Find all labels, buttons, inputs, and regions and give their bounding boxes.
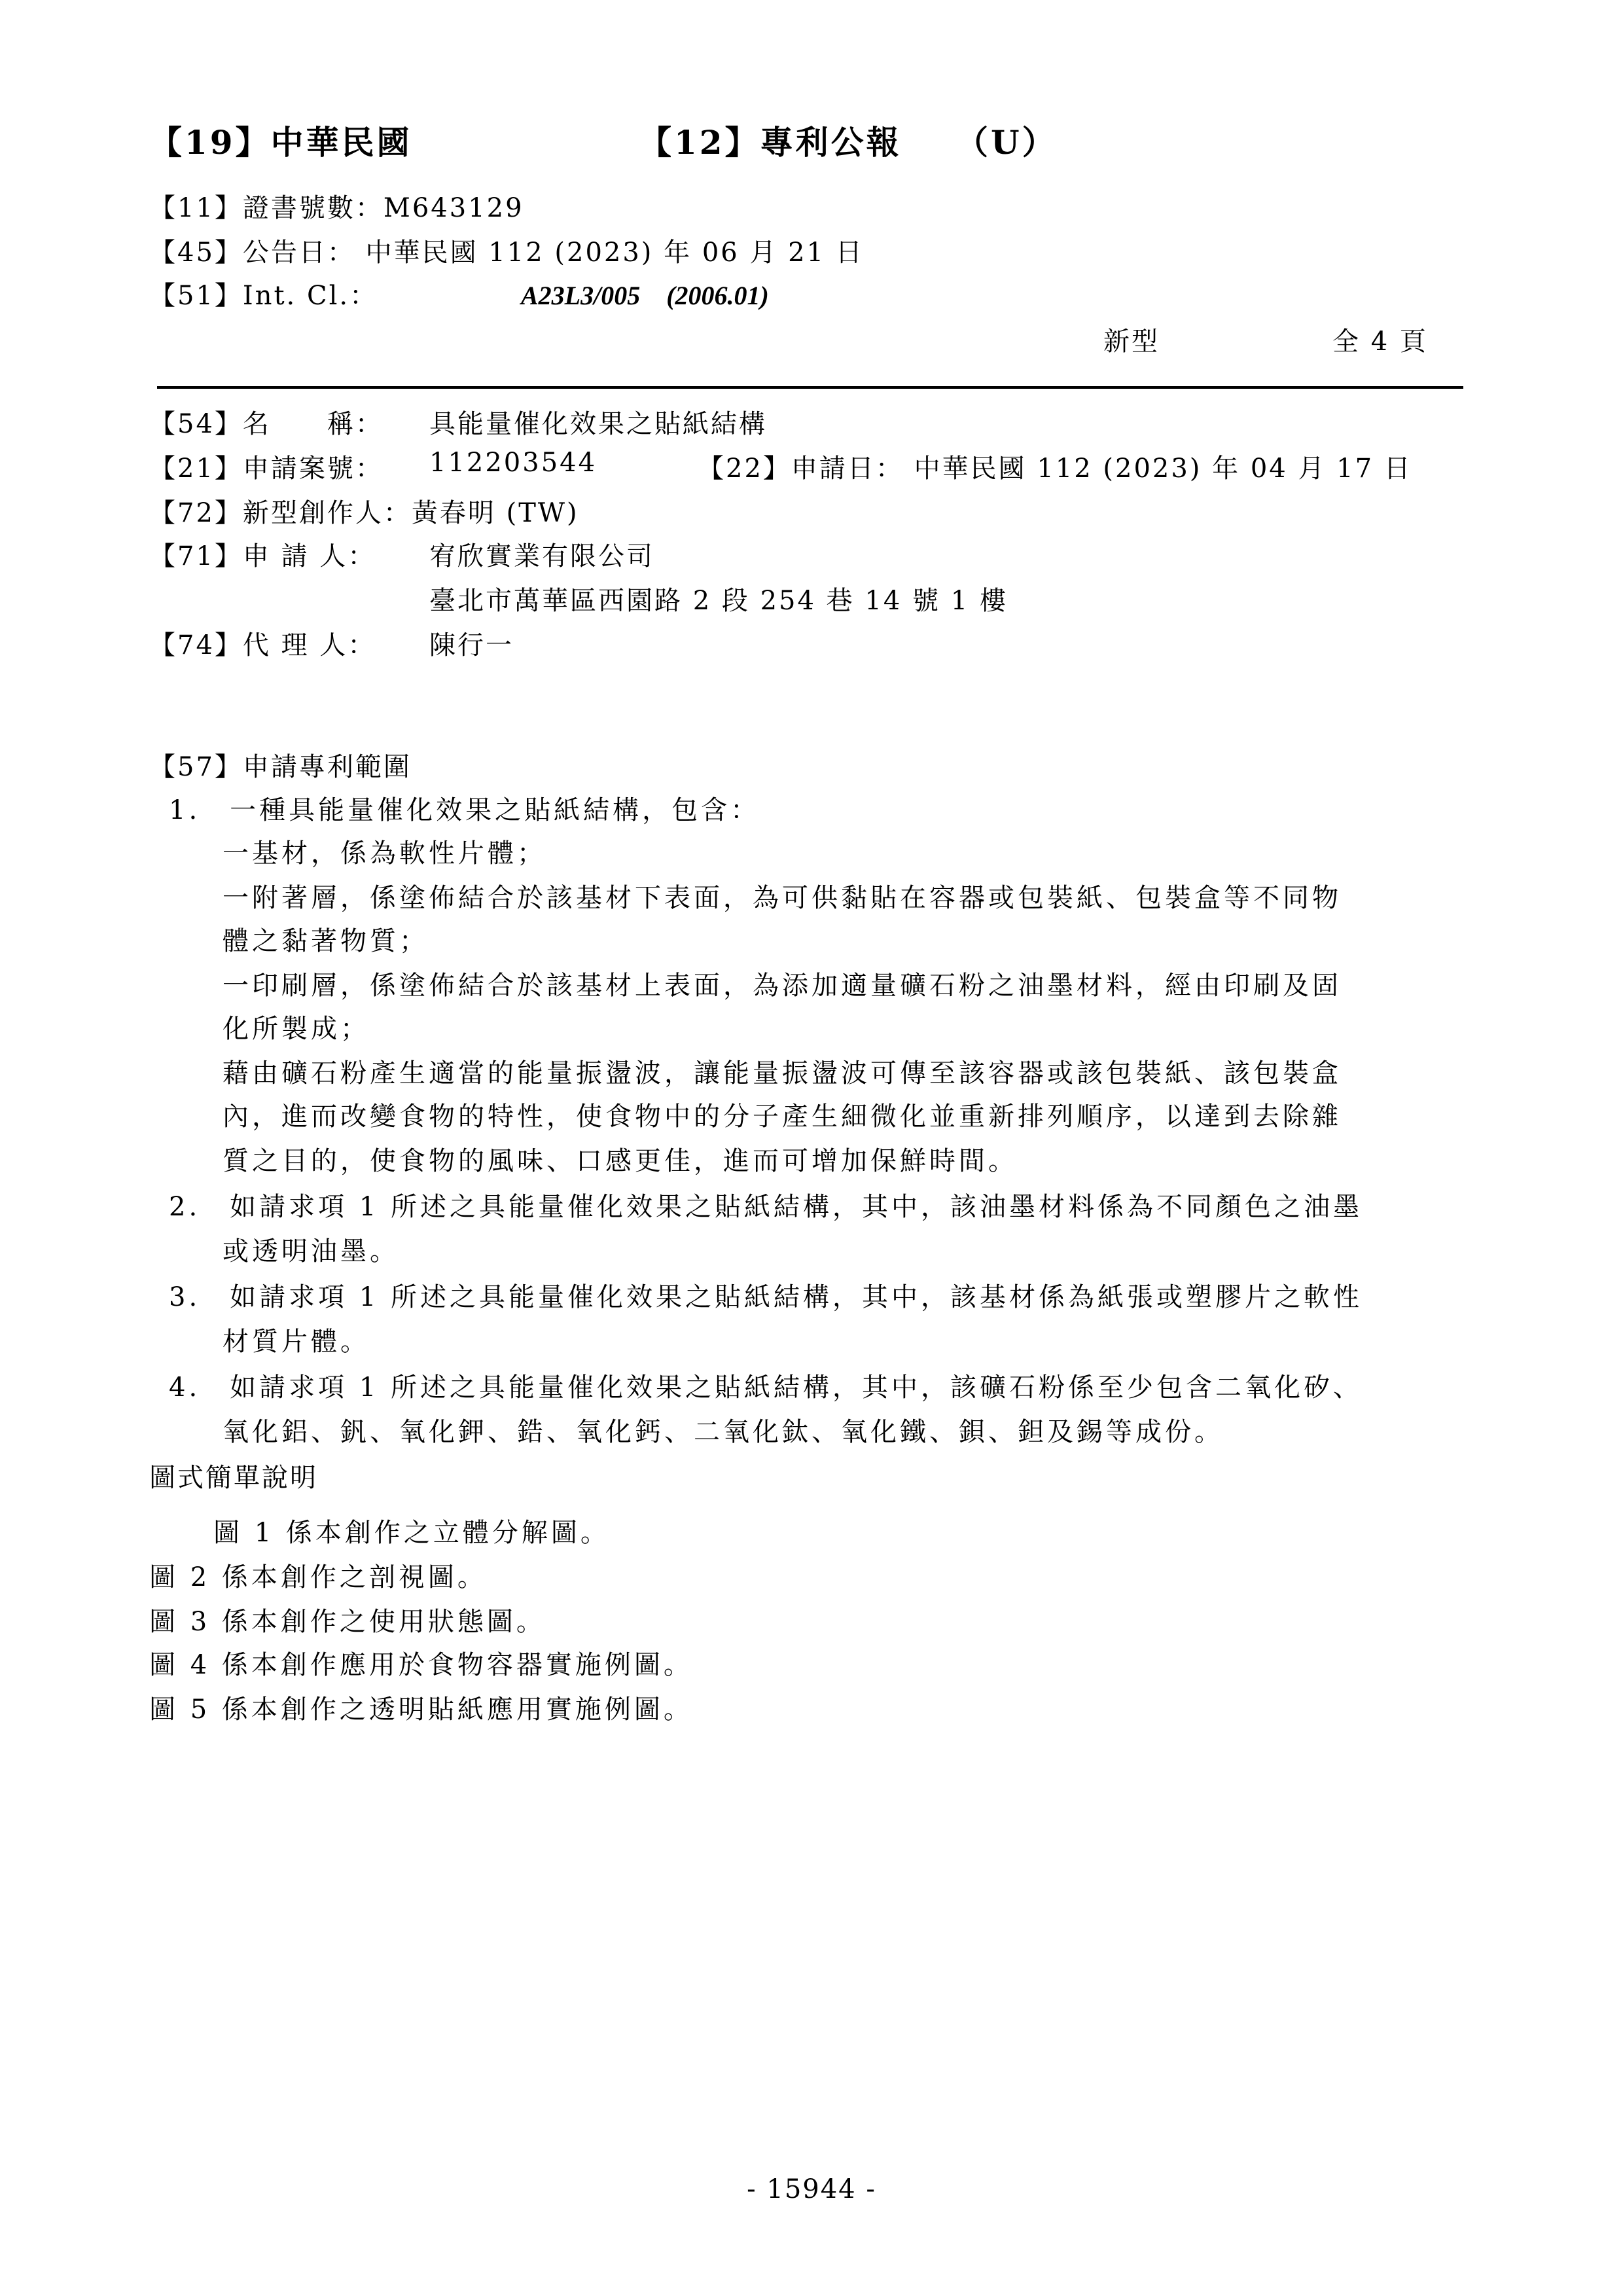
publication-date: 【45】公告日： 中華民國 112 (2023) 年 06 月 21 日: [149, 238, 864, 268]
claim-line: 質之目的，使食物的風味、口感更佳，進而可增加保鮮時間。: [223, 1146, 1018, 1176]
claim-line: 4. 如請求項 1 所述之具能量催化效果之貼紙結構，其中，該礦石粉係至少包含二氧化矽、: [169, 1372, 1363, 1403]
page-number: - 15944 -: [747, 2174, 876, 2204]
drawings-heading: 圖式簡單說明: [149, 1463, 318, 1493]
kind-code: （U）: [955, 123, 1058, 162]
application-number-label: 【21】申請案號：: [149, 454, 383, 484]
drawing-line: 圖 2 係本創作之剖視圖。: [149, 1562, 487, 1592]
applicant-address: 臺北市萬華區西園路 2 段 254 巷 14 號 1 樓: [429, 586, 1008, 616]
drawing-line: 圖 4 係本創作應用於食物容器實施例圖。: [149, 1650, 693, 1680]
title-label: 【54】名 稱：: [149, 409, 383, 439]
drawing-line: 圖 1 係本創作之立體分解圖。: [213, 1518, 610, 1548]
agent-label: 【74】代 理 人：: [149, 630, 376, 660]
document-type: 【12】專利公報: [639, 123, 902, 162]
claim-line: 一附著層，係塗佈結合於該基材下表面，為可供黏貼在容器或包裝紙、包裝盒等不同物: [223, 883, 1342, 913]
claim-line: 一基材，係為軟性片體；: [223, 838, 546, 869]
claim-line: 化所製成；: [223, 1014, 370, 1044]
claim-line: 一印刷層，係塗佈結合於該基材上表面，為添加適量礦石粉之油墨材料，經由印刷及固: [223, 971, 1342, 1001]
agent-name: 陳行一: [429, 630, 514, 660]
applicant-name: 宥欣實業有限公司: [429, 541, 654, 571]
claim-line: 氧化鋁、釩、氧化鉀、鋯、氧化鈣、二氧化鈦、氧化鐵、鋇、鉭及錫等成份。: [223, 1417, 1224, 1447]
page-count: 全 4 頁: [1332, 327, 1428, 357]
drawing-line: 圖 5 係本創作之透明貼紙應用實施例圖。: [149, 1695, 693, 1725]
application-date: 【22】申請日： 中華民國 112 (2023) 年 04 月 17 日: [698, 454, 1412, 484]
title-value: 具能量催化效果之貼紙結構: [429, 409, 767, 439]
claims-heading: 【57】申請專利範圍: [149, 752, 412, 782]
claim-line: 體之黏著物質；: [223, 926, 429, 956]
claim-line: 材質片體。: [223, 1327, 370, 1357]
claim-line: 2. 如請求項 1 所述之具能量催化效果之貼紙結構，其中，該油墨材料係為不同顏色之油墨: [169, 1192, 1363, 1222]
drawing-line: 圖 3 係本創作之使用狀態圖。: [149, 1607, 546, 1637]
certificate-number: 【11】證書號數：M643129: [149, 193, 524, 223]
applicant-label: 【71】申 請 人：: [149, 541, 376, 571]
claim-line: 或透明油墨。: [223, 1236, 399, 1266]
patent-type: 新型: [1103, 327, 1160, 357]
claim-line: 1. 一種具能量催化效果之貼紙結構，包含：: [169, 795, 760, 825]
application-number-value: 112203544: [429, 448, 597, 478]
claim-line: 3. 如請求項 1 所述之具能量催化效果之貼紙結構，其中，該基材係為紙張或塑膠片之軟性: [169, 1282, 1363, 1312]
creator: 【72】新型創作人：黃春明 (TW): [149, 498, 579, 528]
int-cl-label: 【51】Int. Cl.：: [149, 281, 378, 311]
claim-line: 藉由礦石粉產生適當的能量振盪波，讓能量振盪波可傳至該容器或該包裝紙、該包裝盒: [223, 1058, 1342, 1088]
claim-line: 內，進而改變食物的特性，使食物中的分子產生細微化並重新排列順序，以達到去除雜: [223, 1102, 1342, 1132]
country-label: 【19】中華民國: [149, 123, 412, 162]
int-cl-value: A23L3/005 (2006.01): [521, 281, 769, 310]
header-divider: [157, 386, 1463, 389]
